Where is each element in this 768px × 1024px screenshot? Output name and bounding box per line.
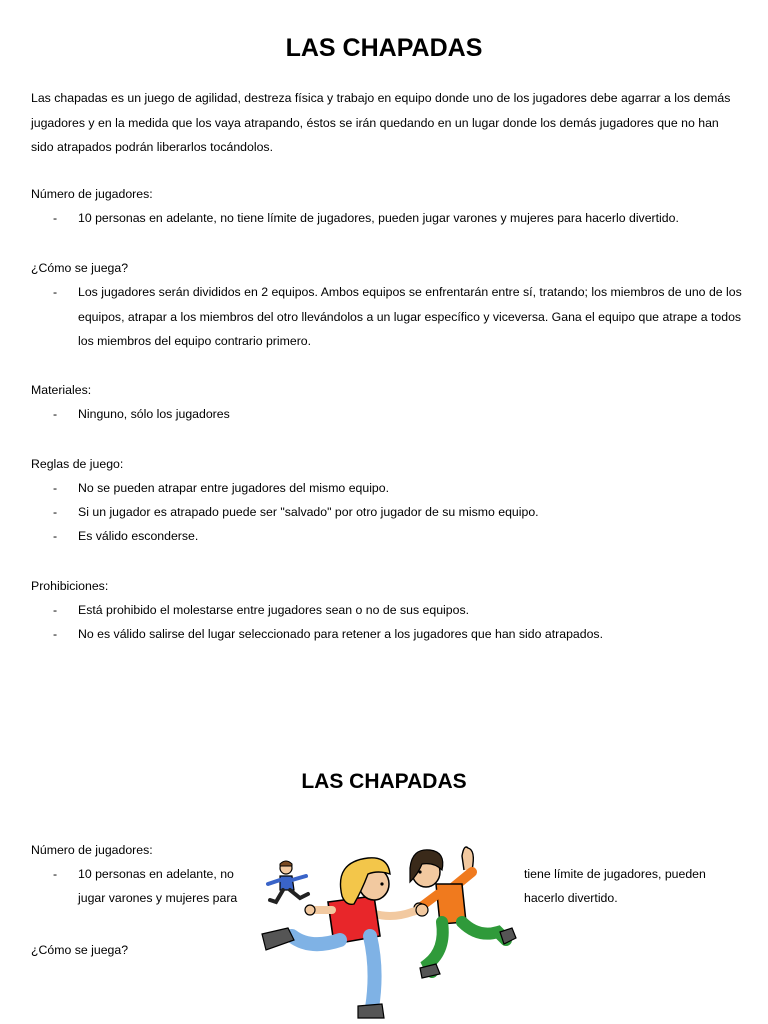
- bullet-dash: -: [53, 867, 58, 881]
- bullet-dash: -: [53, 603, 58, 617]
- section-heading-rules: Reglas de juego:: [31, 457, 124, 471]
- list-item: Los jugadores serán divididos en 2 equipos. Ambos equipos se enfrentarán entre sí, tratando; los miembros de uno de los equipos, atrapar a los miembros del otro llevándolos a un lugar específico y viceversa. Gana el equipo que atrape a todos los miembros del equipo contrario primero.: [78, 285, 742, 348]
- bullet-dash: -: [53, 627, 58, 641]
- section-heading-prohibitions: Prohibiciones:: [31, 579, 109, 593]
- page-title-second: LAS CHAPADAS: [301, 770, 467, 793]
- list-item: Es válido esconderse.: [78, 529, 199, 543]
- bullet-dash: -: [53, 407, 58, 421]
- intro-paragraph: Las chapadas es un juego de agilidad, destreza física y trabajo en equipo donde uno de los jugadores debe agarrar a los demás jugadores y en la medida que los vaya atrapando, éstos se irán quedando en un lugar donde los demás jugadores que no han sido atrapados podrán liberarlos tocándolos.: [31, 91, 731, 154]
- list-item-part: hacerlo divertido.: [524, 891, 618, 905]
- list-item: Está prohibido el molestarse entre jugadores sean o no de sus equipos.: [78, 603, 470, 617]
- page-title: LAS CHAPADAS: [285, 34, 483, 62]
- running-kids-illustration: [250, 840, 520, 1024]
- section-heading-materials: Materiales:: [31, 383, 92, 397]
- section-heading-how-to-play: ¿Cómo se juega?: [31, 261, 129, 275]
- bullet-dash: -: [53, 529, 58, 543]
- section-heading-how-to-play-2: ¿Cómo se juega?: [31, 943, 129, 957]
- list-item: No es válido salirse del lugar seleccionado para retener a los jugadores que han sido atrapados.: [78, 627, 603, 641]
- bullet-dash: -: [53, 211, 58, 225]
- list-item: 10 personas en adelante, no tiene límite de jugadores, pueden jugar varones y mujeres para hacerlo divertido.: [78, 211, 679, 225]
- small-runner-figure: [268, 861, 308, 902]
- section-heading-players-2: Número de jugadores:: [31, 843, 153, 857]
- list-item: Ninguno, sólo los jugadores: [78, 407, 230, 421]
- section-heading-players: Número de jugadores:: [31, 187, 153, 201]
- list-item-part: jugar varones y mujeres para: [78, 891, 238, 905]
- list-item-part: 10 personas en adelante, no: [78, 867, 234, 881]
- bullet-dash: -: [53, 481, 58, 495]
- bullet-dash: -: [53, 505, 58, 519]
- list-item-part: tiene límite de jugadores, pueden: [524, 867, 706, 881]
- list-item: No se pueden atrapar entre jugadores del mismo equipo.: [78, 481, 390, 495]
- bullet-dash: -: [53, 285, 58, 299]
- list-item: Si un jugador es atrapado puede ser "salvado" por otro jugador de su mismo equipo.: [78, 505, 539, 519]
